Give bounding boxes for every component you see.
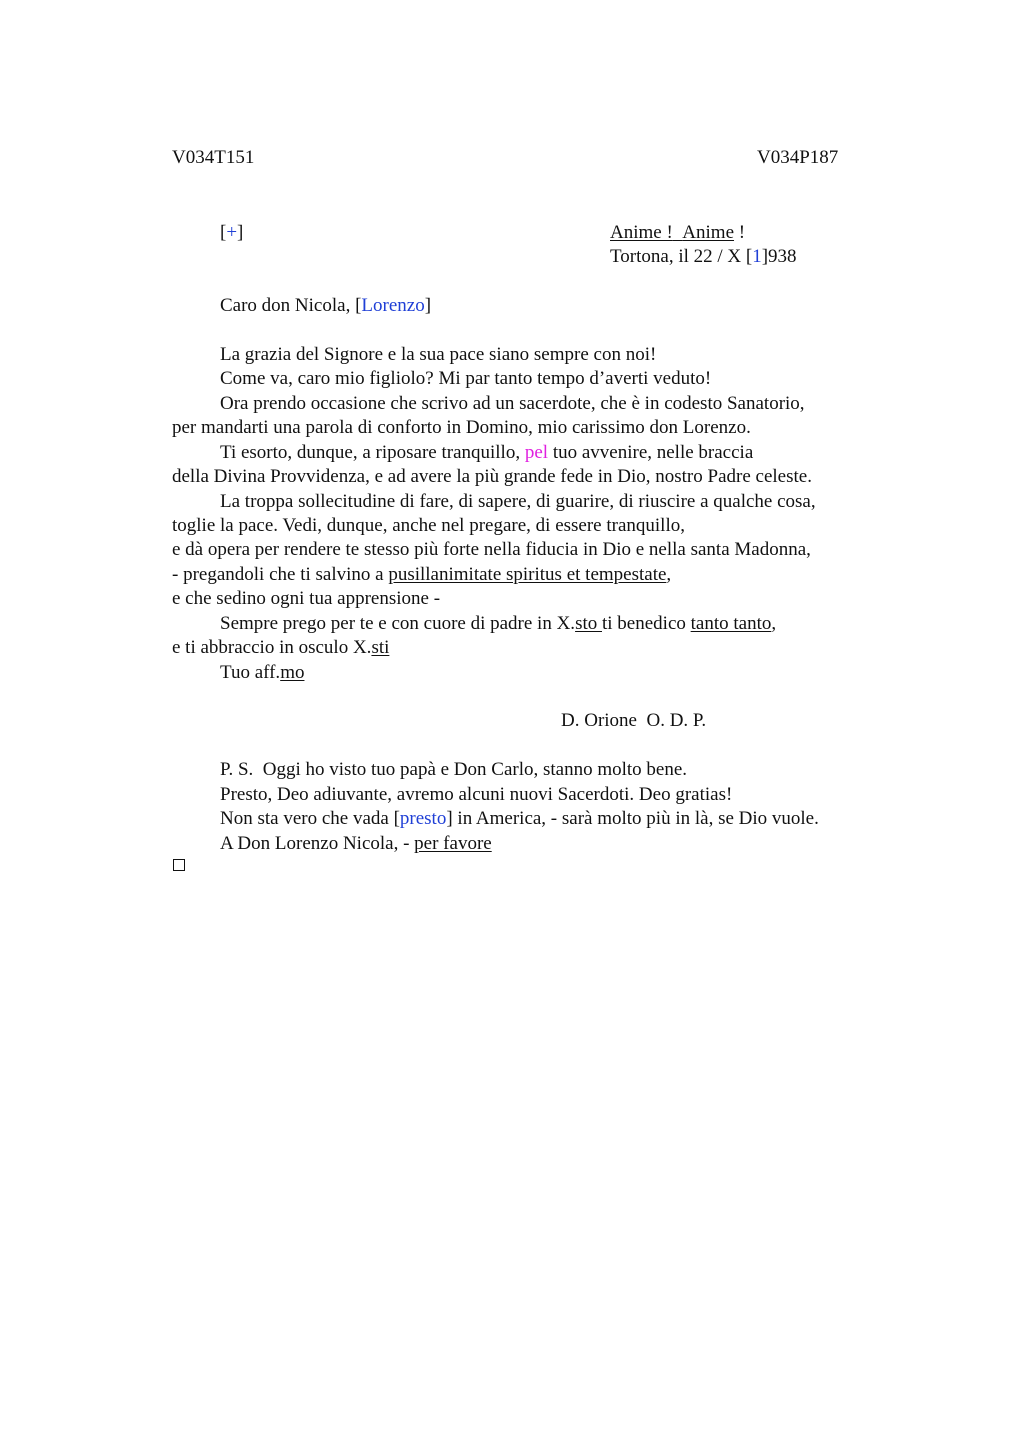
cross-mark [220, 221, 243, 245]
document-code-left: V034T151 [172, 147, 255, 168]
body-text: , [771, 613, 777, 634]
underlined-text: sti [371, 637, 390, 658]
place-date-suffix: ]938 [761, 246, 797, 267]
place-date-editorial-digit: 1 [752, 246, 762, 267]
place-date [610, 245, 797, 269]
body-line: per mandarti una parola di conforto in Domino, mio carissimo don Lorenzo. [172, 417, 751, 438]
end-mark-box-icon [173, 859, 185, 871]
body-text: Sempre prego per te e con cuore di padre in X. [220, 613, 576, 634]
body-line: La grazia del Signore e la sua pace siano sempre con noi! [220, 344, 657, 365]
body-text: , [666, 564, 672, 585]
body-text: tuo avvenire, nelle braccia [548, 442, 754, 463]
underlined-text: tanto tanto [690, 613, 772, 634]
body-line [172, 563, 671, 587]
body-line: della Divina Provvidenza, e ad avere la più grande fede in Dio, nostro Padre celeste. [172, 466, 812, 487]
motto-part-1: Anime ! [610, 222, 673, 243]
address-line [220, 832, 492, 856]
body-text: e ti abbraccio in osculo X. [172, 637, 372, 658]
motto [610, 221, 745, 245]
body-line: toglie la pace. Vedi, dunque, anche nel pregare, di essere tranquillo, [172, 515, 685, 536]
body-text: Non sta vero che vada [ [220, 808, 400, 829]
body-line: Come va, caro mio figliolo? Mi par tanto tempo d’averti veduto! [220, 368, 712, 389]
body-line [220, 441, 753, 465]
salutation-prefix: Caro don Nicola, [ [220, 295, 362, 316]
motto-end: ! [734, 222, 746, 243]
body-line: e dà opera per rendere te stesso più forte nella fiducia in Dio e nella santa Madonna, [172, 539, 811, 560]
body-line [220, 612, 776, 636]
body-text: A Don Lorenzo Nicola, - [220, 833, 415, 854]
body-text: ti benedico [602, 613, 691, 634]
body-text: ] in America, - sarà molto più in là, se Dio vuole. [446, 808, 819, 829]
motto-part-2: Anime [682, 222, 735, 243]
underlined-text: per favore [414, 833, 492, 854]
closing-line [220, 661, 304, 685]
salutation [220, 294, 431, 318]
postscript-line [220, 807, 819, 831]
body-text: Ti esorto, dunque, a riposare tranquillo, [220, 442, 525, 463]
underlined-text: sto [575, 613, 602, 634]
editorial-mark: pel [524, 442, 549, 463]
body-line: e che sedino ogni tua apprensione - [172, 588, 441, 609]
postscript-line: Presto, Deo adiuvante, avremo alcuni nuovi Sacerdoti. Deo gratias! [220, 784, 733, 805]
postscript-line: P. S. Oggi ho visto tuo papà e Don Carlo, stanno molto bene. [220, 759, 688, 780]
salutation-editorial-name: Lorenzo [361, 295, 425, 316]
cross-bracket-open: [ [220, 222, 227, 243]
body-line [172, 636, 389, 660]
place-date-prefix: Tortona, il 22 / X [ [610, 246, 753, 267]
cross-icon: + [226, 222, 238, 243]
cross-bracket-close: ] [237, 222, 244, 243]
signature: D. Orione O. D. P. [561, 710, 707, 731]
salutation-suffix: ] [424, 295, 432, 316]
body-text: - pregandoli che ti salvino a [172, 564, 389, 585]
editorial-insertion: presto [399, 808, 447, 829]
body-text: Tuo aff. [220, 662, 281, 683]
body-line: La troppa sollecitudine di fare, di sapere, di guarire, di riuscire a qualche cosa, [220, 491, 816, 512]
underlined-text: pusillanimitate spiritus et tempestate [388, 564, 667, 585]
body-line: Ora prendo occasione che scrivo ad un sacerdote, che è in codesto Sanatorio, [220, 393, 805, 414]
underlined-text: mo [280, 662, 305, 683]
document-code-right: V034P187 [757, 147, 839, 168]
